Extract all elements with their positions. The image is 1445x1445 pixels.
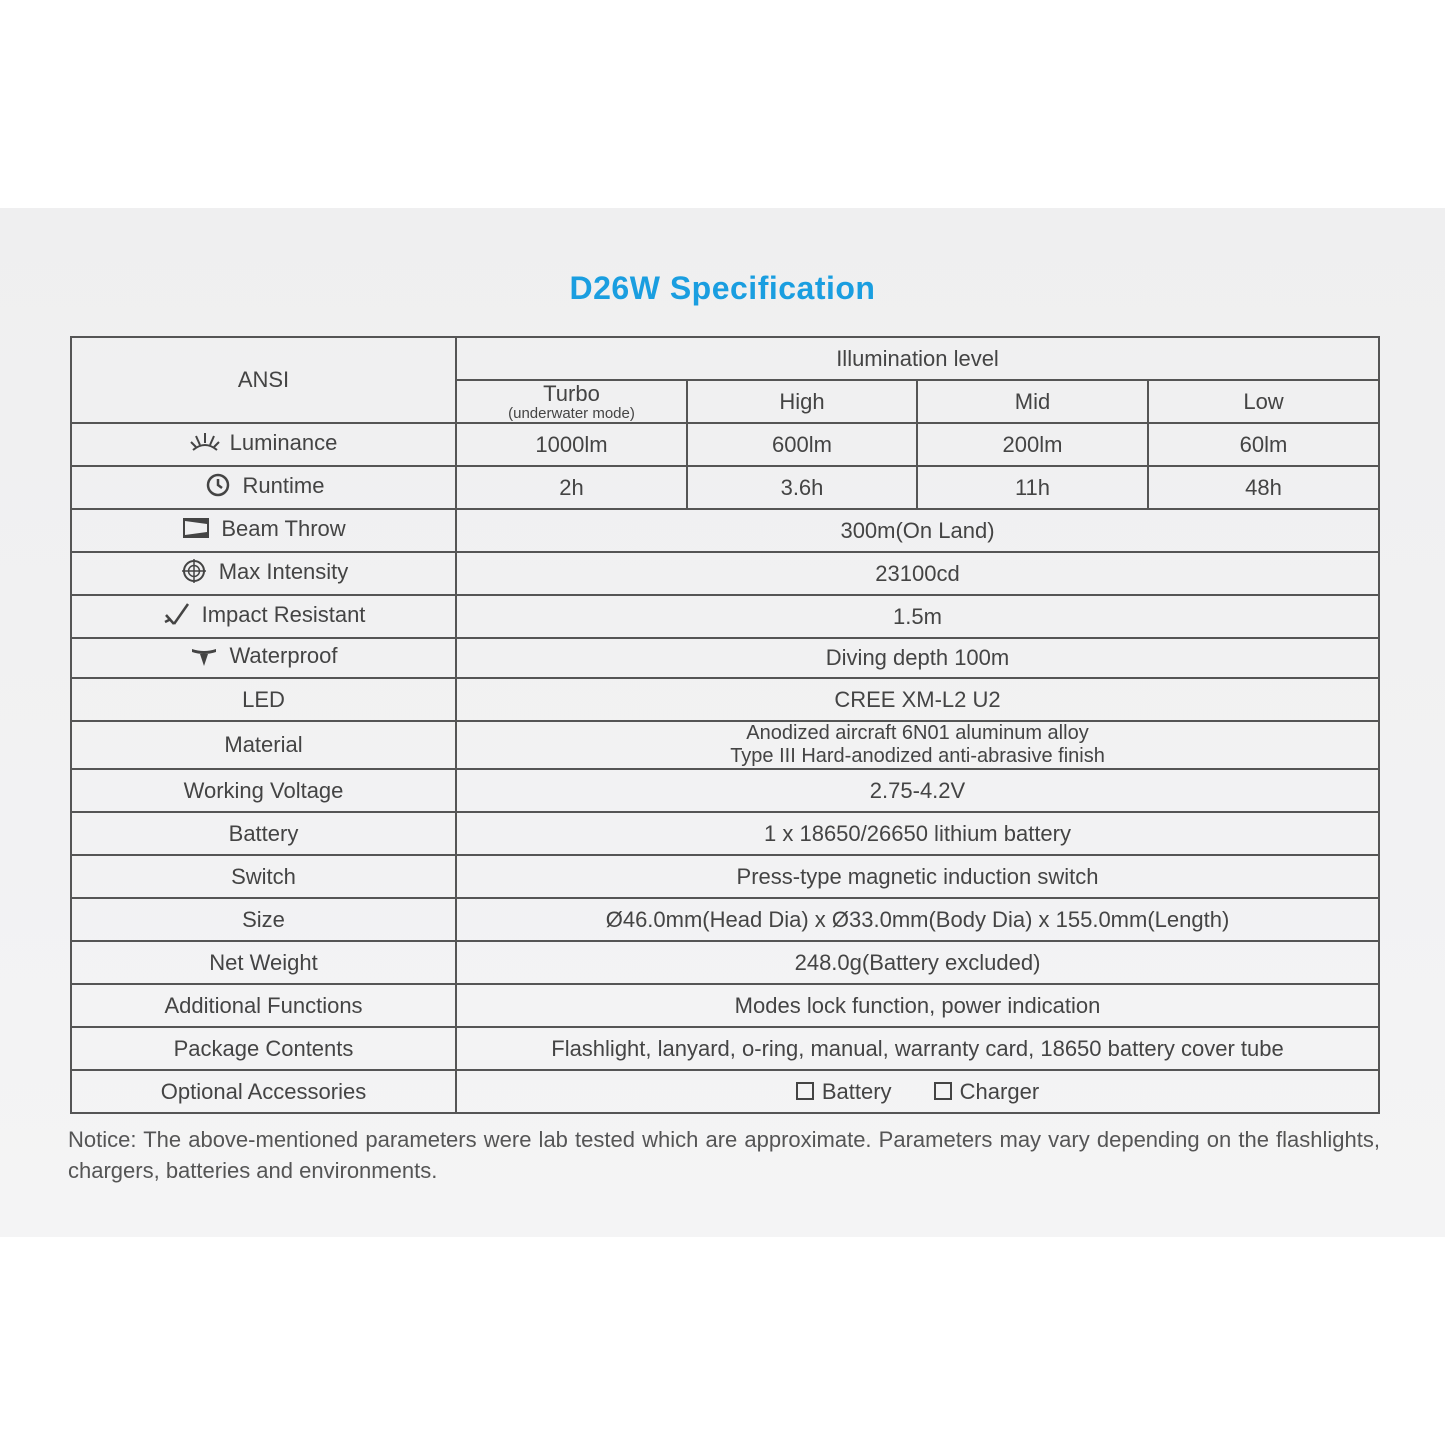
beam-icon: [181, 516, 211, 540]
row-label: Max Intensity: [71, 552, 456, 595]
row-label: Material: [71, 721, 456, 769]
value-cell: 600lm: [687, 423, 917, 466]
value-cell: [456, 721, 1379, 769]
row-label: Working Voltage: [71, 769, 456, 812]
value-line: Type III Hard-anodized anti-abrasive finish: [730, 745, 1105, 767]
value-cell: CREE XM-L2 U2: [456, 678, 1379, 721]
value-cell: 2h: [456, 466, 687, 509]
value-cell: Press-type magnetic induction switch: [456, 855, 1379, 898]
table-row: [71, 1027, 1379, 1070]
row-label: Switch: [71, 855, 456, 898]
table-row: [71, 941, 1379, 984]
row-label: Beam Throw: [71, 509, 456, 552]
table-row: [71, 769, 1379, 812]
row-label: Impact Resistant: [71, 595, 456, 638]
row-label: Optional Accessories: [71, 1070, 456, 1113]
row-label: Runtime: [71, 466, 456, 509]
value-cell: Flashlight, lanyard, o-ring, manual, warranty card, 18650 battery cover tube: [456, 1027, 1379, 1070]
mode-high: High: [687, 380, 917, 423]
checkbox-icon: [934, 1082, 952, 1100]
table-row: [71, 855, 1379, 898]
crosshair-icon: [179, 559, 209, 583]
table-row: [71, 466, 1379, 509]
option-charger: Charger: [934, 1079, 1039, 1104]
value-cell: 1.5m: [456, 595, 1379, 638]
row-label: Size: [71, 898, 456, 941]
row-label: Waterproof: [71, 638, 456, 678]
row-label: Net Weight: [71, 941, 456, 984]
spec-table: [70, 336, 1380, 1114]
table-row: [71, 678, 1379, 721]
sunburst-icon: [190, 430, 220, 454]
table-row: [71, 984, 1379, 1027]
value-cell: Modes lock function, power indication: [456, 984, 1379, 1027]
clock-icon: [203, 473, 233, 497]
table-row: [71, 638, 1379, 678]
value-line: Anodized aircraft 6N01 aluminum alloy: [746, 722, 1089, 744]
row-label: Luminance: [71, 423, 456, 466]
notice-text: Notice: The above-mentioned parameters were lab tested which are approximate. Parameters may vary depending on the flashlights, chargers, batteries and environments.: [68, 1127, 1380, 1183]
value-cell: [456, 1070, 1379, 1113]
table-row: [71, 595, 1379, 638]
value-cell: 1 x 18650/26650 lithium battery: [456, 812, 1379, 855]
mode-sub-label: (underwater mode): [508, 404, 635, 422]
ansi-header: ANSI: [71, 337, 456, 423]
value-cell: 200lm: [917, 423, 1148, 466]
value-cell: 23100cd: [456, 552, 1379, 595]
illumination-level-header: Illumination level: [456, 337, 1379, 380]
value-cell: 300m(On Land): [456, 509, 1379, 552]
row-label: Additional Functions: [71, 984, 456, 1027]
table-row: [71, 1070, 1379, 1113]
row-label: Battery: [71, 812, 456, 855]
table-row: [71, 721, 1379, 769]
page-title: D26W Specification: [569, 270, 876, 306]
value-cell: 1000lm: [456, 423, 687, 466]
row-label: LED: [71, 678, 456, 721]
value-cell: 248.0g(Battery excluded): [456, 941, 1379, 984]
option-battery: Battery: [796, 1079, 898, 1104]
value-cell: 3.6h: [687, 466, 917, 509]
mode-mid: Mid: [917, 380, 1148, 423]
value-cell: Ø46.0mm(Head Dia) x Ø33.0mm(Body Dia) x 155.0mm(Length): [456, 898, 1379, 941]
checkbox-icon: [796, 1082, 814, 1100]
impact-icon: [162, 602, 192, 626]
mode-low: Low: [1148, 380, 1379, 423]
value-cell: 48h: [1148, 466, 1379, 509]
value-cell: 11h: [917, 466, 1148, 509]
mode-label: Turbo: [543, 381, 600, 407]
value-cell: 60lm: [1148, 423, 1379, 466]
value-cell: 2.75-4.2V: [456, 769, 1379, 812]
table-header-row: [71, 337, 1379, 380]
table-row: [71, 509, 1379, 552]
waterproof-icon: [189, 644, 219, 668]
mode-turbo: [456, 380, 687, 423]
row-label: Package Contents: [71, 1027, 456, 1070]
table-row: [71, 423, 1379, 466]
table-row: [71, 812, 1379, 855]
table-row: [71, 898, 1379, 941]
value-cell: Diving depth 100m: [456, 638, 1379, 678]
table-row: [71, 552, 1379, 595]
